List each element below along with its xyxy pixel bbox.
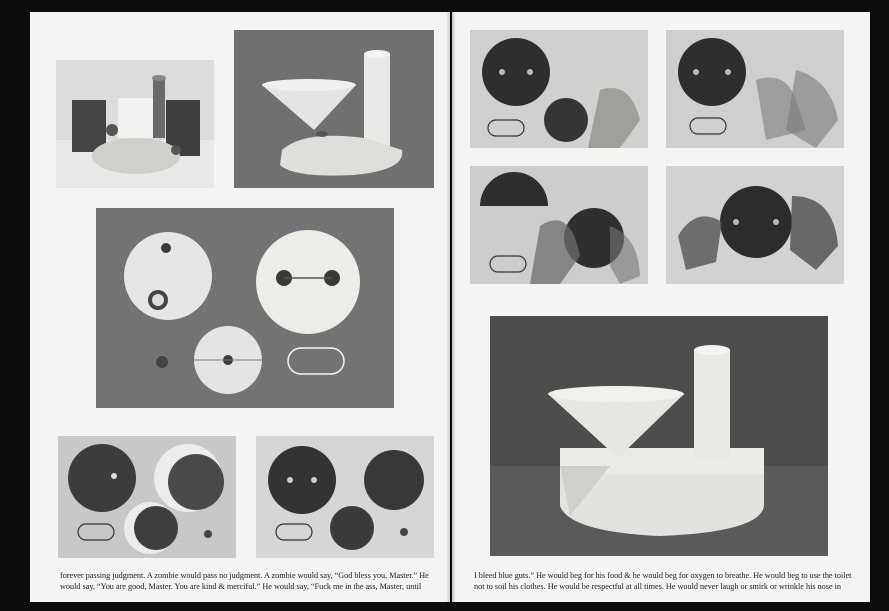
left-text-line-1: forever passing judgment. A zombie would pass no judgment. A zombie would say, “God bless you, Master.” He [60, 571, 429, 580]
photo-cone-column-base [490, 316, 828, 556]
photo-spheres-right [256, 436, 434, 558]
left-page-text [60, 570, 450, 592]
left-page [30, 12, 450, 602]
right-text-line-1: I bleed blue guts.” He would beg for his food & he would beg for oxygen to breathe. He would beg to use the toilet [474, 571, 852, 580]
photo-sphere-hand-2 [666, 30, 844, 148]
photo-sphere-hand-3 [470, 166, 648, 284]
right-page [452, 12, 870, 602]
photo-spheres-left [58, 436, 236, 558]
right-text-line-2: not to soil his clothes. He would be respectful at all times. He would never laugh or smirk or wrinkle his nose in [474, 582, 842, 591]
photo-sphere-hands-4 [666, 166, 844, 284]
photo-sculpture-panels [56, 60, 214, 188]
photo-cone-column-dark [234, 30, 434, 188]
right-page-text [474, 570, 869, 592]
photo-discs [96, 208, 394, 408]
left-text-line-2: would say, “You are good, Master. You are kind & merciful.” He would say, “Fuck me in the ass, Master, until [60, 582, 422, 591]
photo-sphere-hand-1 [470, 30, 648, 148]
book-gutter [446, 12, 456, 602]
